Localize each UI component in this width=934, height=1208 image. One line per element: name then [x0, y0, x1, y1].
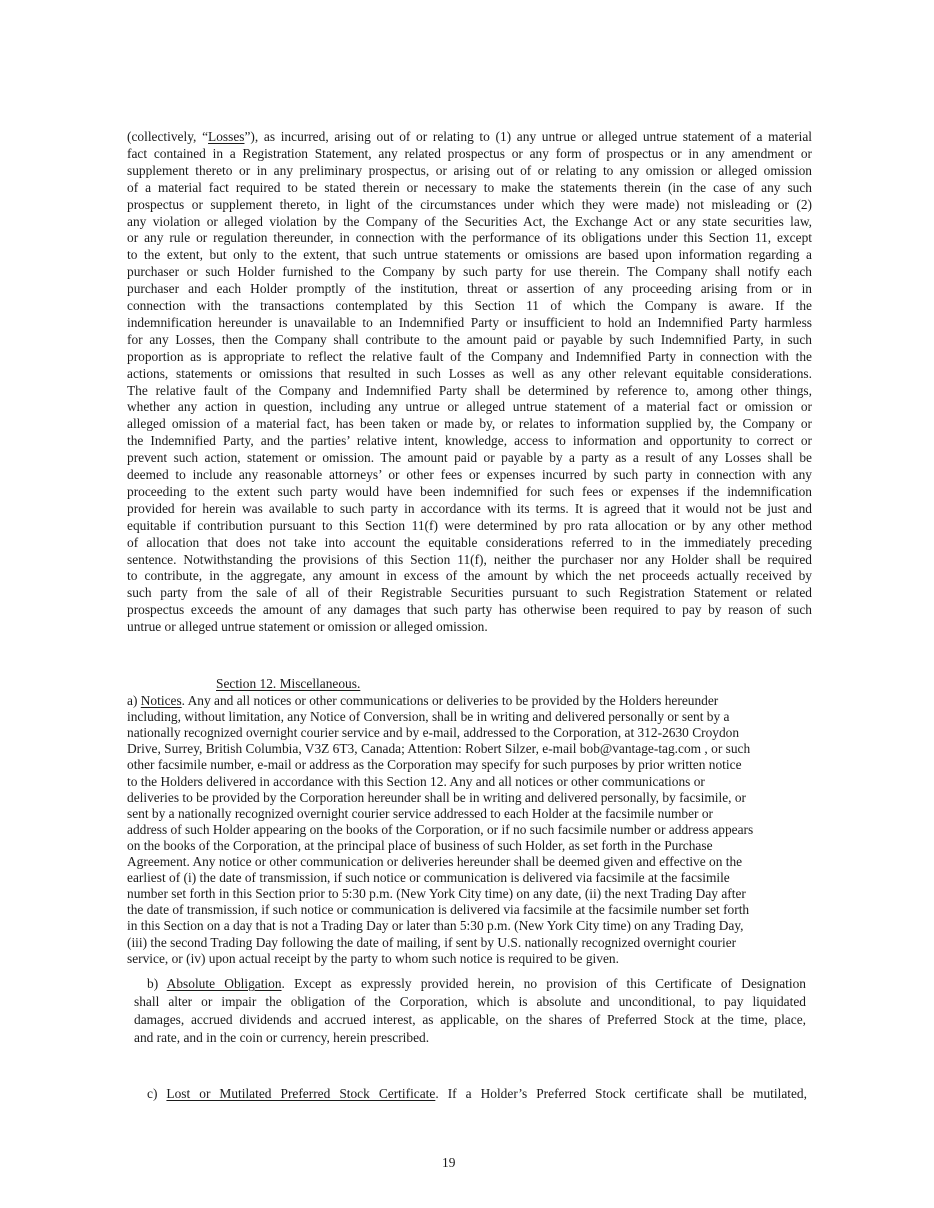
- notices-paragraph-line: Agreement. Any notice or other communication or deliveries hereunder shall be deemed given and effective on the: [127, 854, 743, 869]
- contribution-paragraph-line: to contribute, in the aggregate, any amount in excess of the amount by which the net proceeds actually received by: [127, 568, 812, 584]
- contribution-paragraph-line: of a material fact required to be stated therein or necessary to make the statements therein (in the case of any such: [127, 179, 812, 195]
- contribution-paragraph-line: [127, 129, 812, 145]
- contribution-paragraph-line: such party from the sale of all of their Registrable Securities pursuant to such Registration Statement or related: [127, 585, 812, 601]
- contribution-paragraph-line: for any Losses, then the Company shall contribute to the amount paid or payable by such Indemnified Party, in such: [127, 331, 812, 347]
- absolute-obligation-line: shall alter or impair the obligation of the Corporation, which is absolute and unconditional, to pay liquidated: [134, 994, 806, 1009]
- notices-paragraph-line: deliveries to be provided by the Corporation hereunder shall be in writing and delivered personally, by facsimile, or: [127, 789, 747, 805]
- line-text: b): [147, 976, 167, 991]
- page-number: 19: [442, 1155, 456, 1170]
- notices-paragraph-line: other facsimile number, e-mail or address as the Corporation may specify for such purposes by prior written notice: [127, 757, 742, 773]
- notices-paragraph-line: to the Holders delivered in accordance with this Section 12. Any and all notices or other communications or: [127, 773, 705, 789]
- contribution-paragraph-line: to the extent, but only to the extent, that such untrue statements or omissions are based upon information regarding a: [127, 247, 812, 263]
- contribution-paragraph-line: fact contained in a Registration Statement, any related prospectus or any form of prospectus or in any amendment or: [127, 145, 812, 161]
- contribution-paragraph-line: any violation or alleged violation by the Company of the Securities Act, the Exchange Act or any state securities law,: [127, 213, 812, 229]
- contribution-paragraph-line: purchaser or such Holder furnished to the Company by such party for use therein. The Company shall notify each: [127, 264, 812, 280]
- line-text: a): [127, 693, 141, 708]
- contribution-paragraph-line: supplement thereto or in any preliminary prospectus, or arising out of or relating to any omission or alleged omission: [127, 162, 812, 178]
- notices-paragraph-line: [127, 693, 718, 709]
- contribution-paragraph-line: prevent such action, statement or omission. The amount paid or payable by a party as a result of any Losses shall be: [127, 450, 812, 466]
- notices-paragraph-line: (iii) the second Trading Day following the date of mailing, if sent by U.S. nationally recognized overnight courier: [127, 934, 737, 950]
- contribution-paragraph-line: purchaser and each Holder promptly of the institution, threat or assertion of any proceeding arising from or in: [127, 281, 812, 297]
- underlined-term: Lost or Mutilated Preferred Stock Certificate: [166, 1086, 436, 1101]
- contribution-paragraph-line: of allocation that does not take into account the equitable considerations referred to in the immediately preceding: [127, 534, 812, 550]
- section-heading-text: Section 12. Miscellaneous.: [216, 676, 361, 691]
- contribution-paragraph-line: actions, statements or omissions that resulted in such Losses as well as any other relevant equitable considerations.: [127, 365, 812, 381]
- contribution-paragraph-line: untrue or alleged untrue statement or omission or alleged omission.: [127, 619, 488, 635]
- contribution-paragraph-line: proportion as is appropriate to reflect the relative fault of the Company and Indemnified Party in connection with the: [127, 348, 812, 364]
- contribution-paragraph-line: proceeding to the extent such party would have been indemnified for such fees or expenses if the indemnification: [127, 483, 812, 499]
- line-text: (collectively, “: [127, 129, 209, 144]
- contribution-paragraph-line: prospectus or supplement thereto, in light of the circumstances under which they were made) not misleading or (2): [127, 196, 812, 212]
- notices-paragraph-line: earliest of (i) the date of transmission, if such notice or communication is delivered via facsimile at the facsimile: [127, 870, 730, 886]
- line-text: . Except as expressly provided herein, no provision of this Certificate of Designation: [281, 976, 806, 991]
- underlined-term: Absolute Obligation: [166, 976, 282, 991]
- notices-paragraph-line: Drive, Surrey, British Columbia, V3Z 6T3, Canada; Attention: Robert Silzer, e-mail bob@vantage-tag.com , or such: [127, 741, 751, 757]
- lost-certificate-line: [147, 1086, 807, 1102]
- contribution-paragraph-line: alleged omission of a material fact, has been taken or made by, or relates to information supplied by, the Company or: [127, 416, 812, 432]
- contribution-paragraph-line: The relative fault of the Company and Indemnified Party shall be determined by reference to, among other things,: [127, 382, 812, 398]
- absolute-obligation-line: damages, accrued dividends and accrued interest, as applicable, on the shares of Preferred Stock at the time, place,: [134, 1012, 806, 1027]
- underlined-term: Losses: [208, 129, 245, 144]
- notices-paragraph-line: the date of transmission, if such notice or communication is delivered via facsimile at the facsimile number set forth: [127, 902, 750, 918]
- notices-paragraph-line: service, or (iv) upon actual receipt by the party to whom such notice is required to be given.: [127, 950, 619, 966]
- contribution-paragraph-line: or any rule or regulation thereunder, in connection with the performance of its obligations under this Section 11, except: [127, 230, 812, 246]
- contribution-paragraph-line: connection with the transactions contemplated by this Section 11 of which the Company is aware. If the: [127, 298, 812, 313]
- notices-paragraph-line: on the books of the Corporation, at the principal place of business of such Holder, as set forth in the Purchase: [127, 837, 713, 853]
- contribution-paragraph-line: deemed to include any reasonable attorneys’ or other fees or expenses incurred by such party in connection with any: [127, 467, 812, 482]
- notices-paragraph-line: including, without limitation, any Notice of Conversion, shall be in writing and delivered personally or sent by a: [127, 709, 730, 725]
- absolute-obligation-line: [147, 976, 806, 992]
- section-heading: [216, 676, 360, 692]
- contribution-paragraph-line: prospectus exceeds the amount of any damages that such party has otherwise been required to pay by reason of such: [127, 602, 812, 618]
- underlined-term: Notices: [140, 693, 182, 708]
- line-text: c): [147, 1086, 167, 1101]
- notices-paragraph-line: address of such Holder appearing on the books of the Corporation, or if no such facsimile number or address appears: [127, 821, 754, 837]
- contribution-paragraph-line: indemnification hereunder is unavailable to an Indemnified Party or insufficient to hold an Indemnified Party harmless: [127, 314, 812, 330]
- line-text: . Any and all notices or other communications or deliveries to be provided by the Holders hereunder: [181, 693, 719, 708]
- notices-paragraph-line: sent by a nationally recognized overnight courier service addressed to each Holder at the facsimile number or: [127, 805, 713, 821]
- contribution-paragraph-line: whether any action in question, including any untrue or alleged untrue statement of a material fact or omission or: [127, 399, 812, 415]
- contribution-paragraph-line: provided for herein was available to such party in accordance with its terms. It is agreed that it would not be just and: [127, 500, 812, 516]
- notices-paragraph-line: nationally recognized overnight courier service and by e-mail, addressed to the Corporation, at 312-2630 Croydon: [127, 725, 740, 741]
- absolute-obligation-line: and rate, and in the coin or currency, herein prescribed.: [134, 1030, 430, 1045]
- contribution-paragraph-line: sentence. Notwithstanding the provisions of this Section 11(f), neither the purchaser nor any Holder shall be required: [127, 551, 812, 567]
- contribution-paragraph-line: the Indemnified Party, and the parties’ relative intent, knowledge, access to information and opportunity to correct or: [127, 433, 812, 449]
- line-text: . If a Holder’s Preferred Stock certificate shall be mutilated,: [435, 1086, 807, 1101]
- contribution-paragraph-line: equitable if contribution pursuant to this Section 11(f) were determined by pro rata allocation or by any other method: [127, 517, 812, 533]
- notices-paragraph-line: in this Section on a day that is not a Trading Day or later than 5:30 p.m. (New York City time) on any Trading Day,: [127, 918, 744, 934]
- line-text: ”), as incurred, arising out of or relating to (1) any untrue or alleged untrue statement of a material: [244, 129, 812, 144]
- notices-paragraph-line: number set forth in this Section prior to 5:30 p.m. (New York City time) on any date, (ii) the next Trading Day after: [127, 886, 746, 902]
